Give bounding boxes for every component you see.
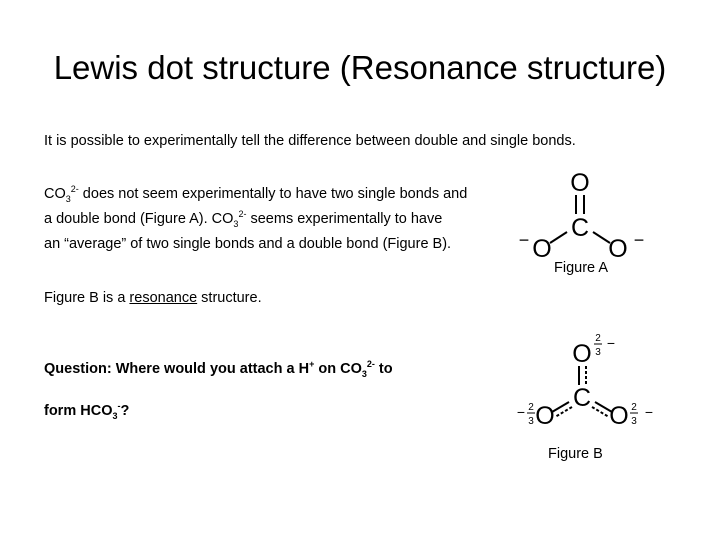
figure-a-right-charge: − (633, 230, 645, 250)
para-superscript: 2- (70, 184, 79, 195)
question-superscript: - (117, 401, 121, 412)
question-subscript: 3 (112, 410, 118, 421)
figure-b-structure (512, 328, 662, 428)
figure-b-top-charge-numerator: 2 (595, 333, 601, 344)
resonance-term: resonance (129, 290, 198, 306)
figure-b-right-charge-numerator: 2 (631, 402, 637, 413)
question-line-2 (44, 401, 129, 421)
figure-b-left-oxygen: O (535, 402, 555, 430)
para-subscript: 3 (233, 218, 239, 229)
figure-b-left-charge-numerator: 2 (528, 402, 534, 413)
para-text: a double bond (Figure A). CO (44, 211, 234, 227)
figure-b-top-charge-sign: − (606, 335, 616, 351)
question-text: ? (120, 403, 130, 419)
figure-a-left-charge: − (518, 230, 530, 250)
para-line-3: an “average” of two single bonds and a double bond (Figure B). (44, 236, 452, 252)
question-superscript: 2- (366, 359, 375, 370)
intro-text: It is possible to experimentally tell the difference between double and single bonds. (44, 133, 576, 149)
resonance-line (44, 288, 262, 308)
figure-b-left-charge-sign: − (516, 404, 526, 420)
figure-a-right-oxygen: O (608, 235, 628, 263)
question-text: on CO (314, 361, 362, 377)
figure-b-right-oxygen: O (609, 402, 629, 430)
figure-b-caption: Figure B (548, 446, 603, 462)
resonance-suffix: structure. (197, 290, 262, 306)
question-text: form HCO (44, 403, 113, 419)
para-superscript: 2- (238, 209, 247, 220)
para-subscript: 3 (65, 193, 71, 204)
figure-a-left-bond (550, 232, 567, 243)
figure-b-top-charge-denominator: 3 (595, 347, 601, 358)
para-line-1 (44, 184, 467, 204)
figure-b-right-charge-denominator: 3 (631, 416, 637, 427)
para-co-label: CO (44, 186, 66, 202)
figure-a-structure (505, 168, 645, 263)
figure-b-right-charge-sign: − (644, 404, 654, 420)
slide-title: Lewis dot structure (Resonance structure) (53, 49, 667, 86)
question-subscript: 3 (361, 368, 367, 379)
para-line-2 (44, 209, 442, 229)
question-superscript: + (309, 359, 315, 370)
para-text: seems experimentally to have (246, 211, 443, 227)
figure-a-carbon: C (570, 214, 590, 242)
question-line-1 (44, 359, 393, 379)
figure-a-top-oxygen: O (570, 169, 590, 197)
para-text: does not seem experimentally to have two single bonds and (78, 186, 468, 202)
figure-b-top-oxygen: O (572, 340, 592, 368)
figure-b-carbon: C (572, 384, 592, 412)
figure-a-left-oxygen: O (532, 235, 552, 263)
figure-b-left-charge-denominator: 3 (528, 416, 534, 427)
figure-a-caption: Figure A (554, 260, 608, 276)
question-text: Question: Where would you attach a H (44, 361, 310, 377)
question-text: to (374, 361, 393, 377)
resonance-prefix: Figure B is a (44, 290, 130, 306)
